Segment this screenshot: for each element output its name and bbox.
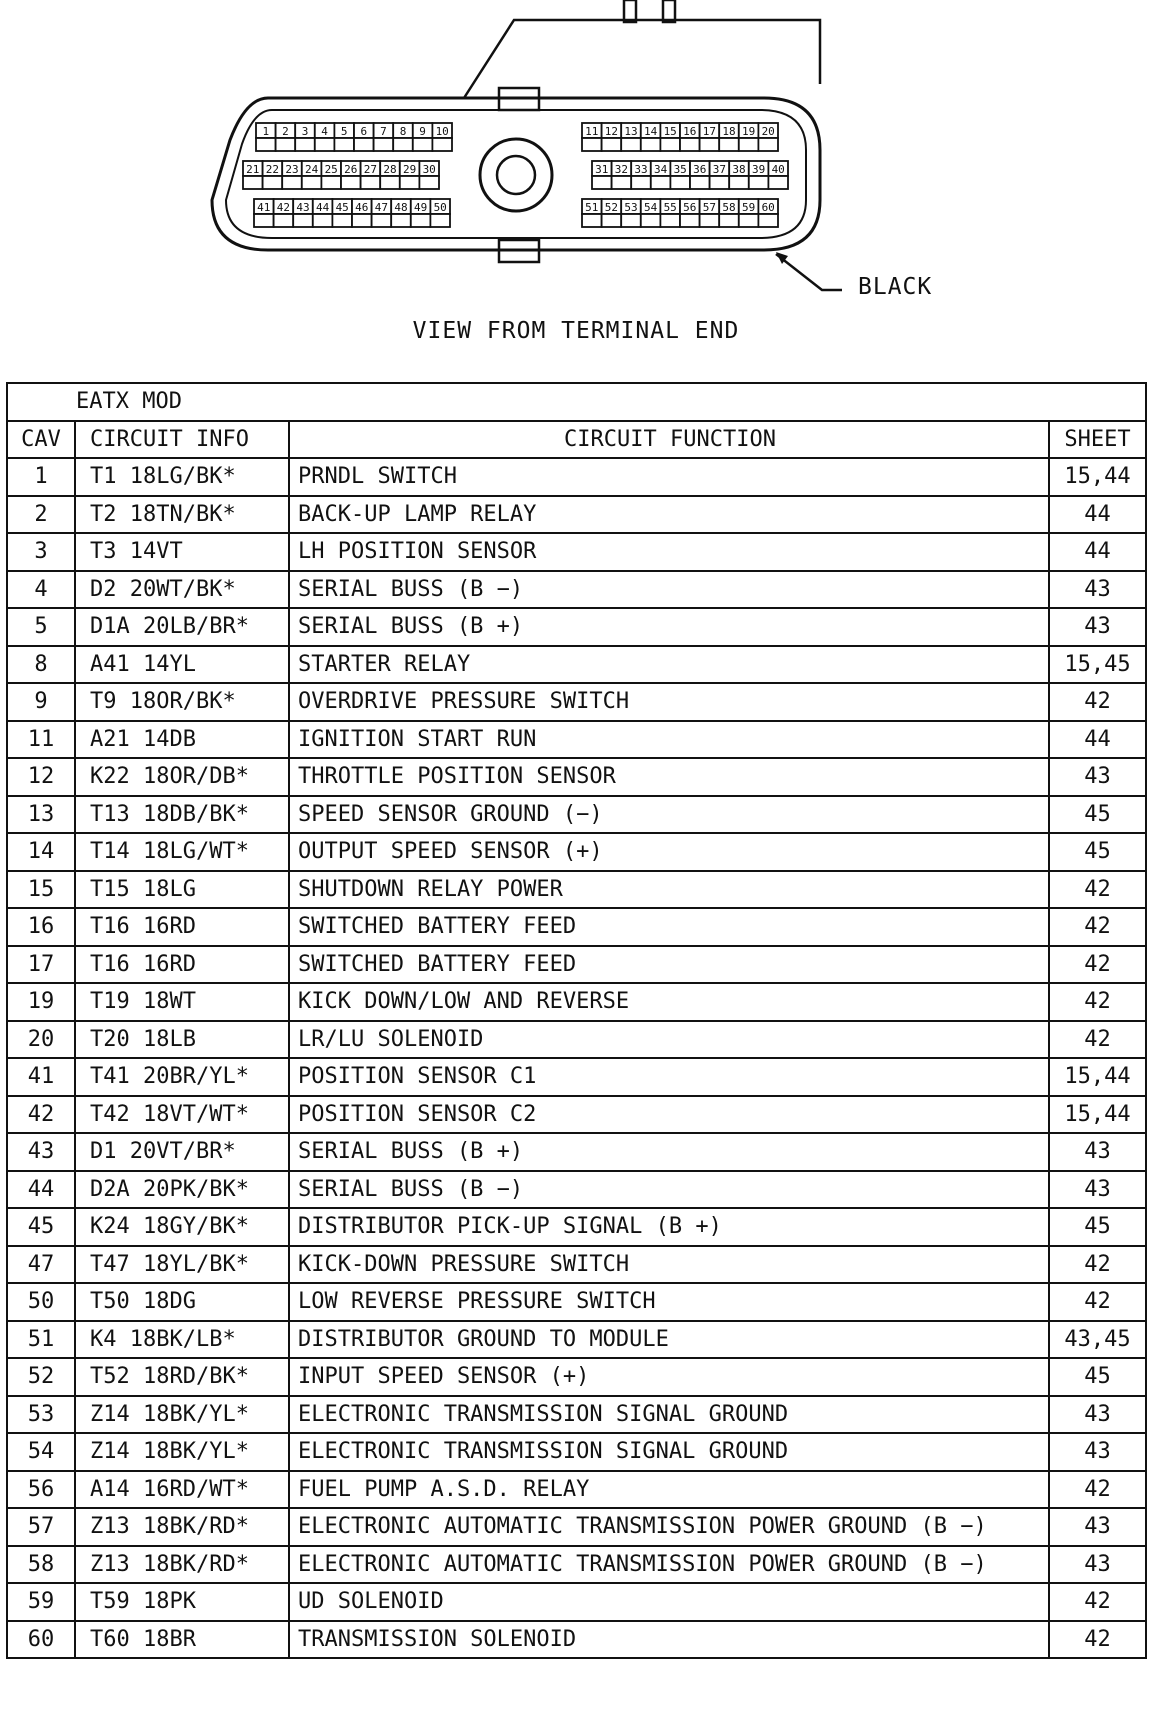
cell-circuit-info: A41 14YL [75, 646, 289, 684]
cavity-terminal-cell [243, 176, 263, 189]
cell-circuit-info: T14 18LG/WT* [75, 833, 289, 871]
cavity-number-label: 59 [741, 201, 756, 214]
cell-sheet: 45 [1049, 833, 1146, 871]
cavity-terminal-cell [341, 176, 361, 189]
cell-cav: 52 [7, 1358, 75, 1396]
cavity-terminal-cell [680, 138, 700, 151]
cavity-terminal-cell [380, 176, 400, 189]
cavity-number-label: 21 [246, 163, 260, 176]
cell-cav: 58 [7, 1546, 75, 1584]
cavity-number-label: 1 [262, 125, 270, 138]
cavity-terminal-cell [758, 214, 778, 227]
cell-circuit-function: PRNDL SWITCH [289, 458, 1049, 496]
cavity-terminal-cell [293, 214, 313, 227]
cell-circuit-info: T42 18VT/WT* [75, 1096, 289, 1134]
cell-circuit-function: KICK DOWN/LOW AND REVERSE [289, 983, 1049, 1021]
cavity-number-label: 32 [614, 163, 629, 176]
cell-sheet: 42 [1049, 1583, 1146, 1621]
cavity-number-label: 49 [413, 201, 428, 214]
cavity-number-label: 48 [394, 201, 408, 214]
cavity-terminal-cell [690, 176, 710, 189]
connector-top-tab-right [663, 0, 675, 22]
cell-sheet: 43 [1049, 571, 1146, 609]
cell-sheet: 42 [1049, 683, 1146, 721]
cavity-number-label: 9 [419, 125, 426, 138]
cavity-terminal-cell [413, 138, 433, 151]
cell-circuit-function: INPUT SPEED SENSOR (+) [289, 1358, 1049, 1396]
cavity-terminal-cell [332, 214, 352, 227]
cell-sheet: 43 [1049, 758, 1146, 796]
table-row [7, 1171, 1146, 1209]
cell-circuit-function: SERIAL BUSS (B +) [289, 1133, 1049, 1171]
table-header-row [7, 421, 1146, 459]
cavity-number-label: 38 [732, 163, 746, 176]
cavity-terminal-cell [430, 214, 450, 227]
cell-circuit-function: DISTRIBUTOR GROUND TO MODULE [289, 1321, 1049, 1359]
cell-circuit-function: SWITCHED BATTERY FEED [289, 946, 1049, 984]
cavity-number-label: 2 [282, 125, 289, 138]
connector-wire-guide [464, 20, 820, 98]
cavity-terminal-cell [719, 138, 739, 151]
cavity-terminal-cell [411, 214, 431, 227]
cavity-number-label: 29 [402, 163, 417, 176]
cavity-number-label: 30 [422, 163, 436, 176]
cell-circuit-info: K24 18GY/BK* [75, 1208, 289, 1246]
cavity-terminal-cell [582, 138, 602, 151]
table-row [7, 1396, 1146, 1434]
cavity-terminal-cell [641, 214, 661, 227]
cell-sheet: 42 [1049, 1621, 1146, 1659]
header-sheet: SHEET [1049, 421, 1146, 459]
cell-circuit-function: SPEED SENSOR GROUND (−) [289, 796, 1049, 834]
cavity-number-label: 52 [604, 201, 619, 214]
cell-circuit-function: THROTTLE POSITION SENSOR [289, 758, 1049, 796]
cell-sheet: 42 [1049, 1283, 1146, 1321]
cell-cav: 57 [7, 1508, 75, 1546]
cell-circuit-function: SERIAL BUSS (B −) [289, 571, 1049, 609]
table-row [7, 683, 1146, 721]
cell-cav: 13 [7, 796, 75, 834]
cell-cav: 50 [7, 1283, 75, 1321]
cell-sheet: 45 [1049, 1208, 1146, 1246]
cell-sheet: 42 [1049, 1246, 1146, 1284]
cavity-terminal-cell [621, 214, 641, 227]
cavity-number-label: 51 [585, 201, 599, 214]
cell-circuit-info: T1 18LG/BK* [75, 458, 289, 496]
cell-circuit-info: T15 18LG [75, 871, 289, 909]
cell-circuit-info: T60 18BR [75, 1621, 289, 1659]
cavity-number-label: 18 [722, 125, 736, 138]
cavity-number-label: 8 [399, 125, 407, 138]
cavity-number-label: 12 [604, 125, 619, 138]
table-row [7, 1058, 1146, 1096]
cavity-terminal-cell [295, 138, 315, 151]
cell-sheet: 45 [1049, 1358, 1146, 1396]
cavity-terminal-cell [651, 176, 671, 189]
pinout-table [6, 382, 1147, 1659]
cell-cav: 16 [7, 908, 75, 946]
cell-cav: 3 [7, 533, 75, 571]
cavity-terminal-cell [582, 214, 602, 227]
cell-circuit-info: T2 18TN/BK* [75, 496, 289, 534]
cell-circuit-function: ELECTRONIC AUTOMATIC TRANSMISSION POWER GROUND (B −) [289, 1546, 1049, 1584]
cavity-number-label: 4 [321, 125, 328, 138]
cell-sheet: 15,44 [1049, 1058, 1146, 1096]
cell-circuit-info: A14 16RD/WT* [75, 1471, 289, 1509]
cell-cav: 56 [7, 1471, 75, 1509]
cell-circuit-function: KICK-DOWN PRESSURE SWITCH [289, 1246, 1049, 1284]
cavity-terminal-cell [400, 176, 420, 189]
cell-cav: 14 [7, 833, 75, 871]
cavity-number-label: 41 [257, 201, 271, 214]
cavity-number-label: 36 [693, 163, 707, 176]
table-row [7, 1546, 1146, 1584]
cavity-number-label: 24 [304, 163, 319, 176]
table-row [7, 1133, 1146, 1171]
cell-sheet: 42 [1049, 908, 1146, 946]
cell-sheet: 43 [1049, 1433, 1146, 1471]
cell-cav: 11 [7, 721, 75, 759]
cell-circuit-info: T59 18PK [75, 1583, 289, 1621]
cavity-number-label: 47 [374, 201, 389, 214]
cavity-number-label: 20 [761, 125, 775, 138]
cavity-terminal-cell [739, 214, 759, 227]
table-row [7, 983, 1146, 1021]
table-row [7, 1021, 1146, 1059]
cavity-terminal-cell [276, 138, 296, 151]
cavity-terminal-cell [374, 138, 394, 151]
cell-sheet: 42 [1049, 946, 1146, 984]
cavity-number-label: 27 [363, 163, 378, 176]
cell-circuit-function: FUEL PUMP A.S.D. RELAY [289, 1471, 1049, 1509]
cell-circuit-info: Z13 18BK/RD* [75, 1508, 289, 1546]
cavity-terminal-cell [700, 214, 720, 227]
cell-sheet: 44 [1049, 721, 1146, 759]
cell-circuit-function: BACK-UP LAMP RELAY [289, 496, 1049, 534]
cell-circuit-info: A21 14DB [75, 721, 289, 759]
black-label-leader [776, 254, 842, 290]
cavity-number-label: 15 [663, 125, 677, 138]
cell-circuit-info: Z14 18BK/YL* [75, 1433, 289, 1471]
cavity-number-label: 58 [722, 201, 736, 214]
cell-circuit-function: TRANSMISSION SOLENOID [289, 1621, 1049, 1659]
table-row [7, 1321, 1146, 1359]
table-row [7, 646, 1146, 684]
table-row [7, 533, 1146, 571]
cell-circuit-info: T3 14VT [75, 533, 289, 571]
table-title-row [7, 383, 1146, 421]
cell-circuit-info: T47 18YL/BK* [75, 1246, 289, 1284]
cavity-number-label: 25 [324, 163, 338, 176]
cavity-terminal-cell [631, 176, 651, 189]
cell-circuit-info: K4 18BK/LB* [75, 1321, 289, 1359]
cavity-terminal-cell [729, 176, 749, 189]
cavity-number-label: 34 [653, 163, 668, 176]
table-row [7, 1621, 1146, 1659]
cell-circuit-info: D1A 20LB/BR* [75, 608, 289, 646]
cavity-number-label: 45 [335, 201, 349, 214]
cavity-terminal-cell [739, 138, 759, 151]
cavity-number-label: 7 [380, 125, 387, 138]
cell-cav: 5 [7, 608, 75, 646]
cell-cav: 60 [7, 1621, 75, 1659]
table-body [7, 458, 1146, 1658]
cavity-number-label: 3 [301, 125, 309, 138]
table-row [7, 1508, 1146, 1546]
cavity-terminal-cell [641, 138, 661, 151]
cavity-number-label: 17 [702, 125, 717, 138]
cavity-terminal-cell [660, 138, 680, 151]
cavity-terminal-cell [372, 214, 392, 227]
connector-center-key-inner [497, 156, 535, 194]
cavity-terminal-cell [432, 138, 452, 151]
cell-circuit-function: OUTPUT SPEED SENSOR (+) [289, 833, 1049, 871]
table-row [7, 1433, 1146, 1471]
connector-center-key-outer [480, 139, 552, 211]
cavity-number-label: 55 [663, 201, 677, 214]
cell-sheet: 15,45 [1049, 646, 1146, 684]
cell-circuit-info: K22 18OR/DB* [75, 758, 289, 796]
cell-circuit-info: T50 18DG [75, 1283, 289, 1321]
cavity-number-label: 5 [340, 125, 348, 138]
cell-circuit-info: Z13 18BK/RD* [75, 1546, 289, 1584]
cavity-number-label: 11 [585, 125, 599, 138]
cell-sheet: 15,44 [1049, 1096, 1146, 1134]
cavity-number-label: 33 [634, 163, 648, 176]
cell-sheet: 43 [1049, 608, 1146, 646]
cell-cav: 8 [7, 646, 75, 684]
cell-cav: 51 [7, 1321, 75, 1359]
cell-cav: 41 [7, 1058, 75, 1096]
cavity-number-label: 57 [702, 201, 717, 214]
cell-cav: 59 [7, 1583, 75, 1621]
cavity-number-label: 31 [595, 163, 609, 176]
cavity-terminal-cell [354, 138, 374, 151]
cell-sheet: 42 [1049, 983, 1146, 1021]
cell-sheet: 42 [1049, 871, 1146, 909]
header-circuit-function: CIRCUIT FUNCTION [289, 421, 1049, 459]
cell-sheet: 15,44 [1049, 458, 1146, 496]
cell-circuit-function: LR/LU SOLENOID [289, 1021, 1049, 1059]
cavity-number-label: 39 [751, 163, 766, 176]
cavity-terminal-cell [719, 214, 739, 227]
cavity-number-label: 23 [285, 163, 299, 176]
cavity-terminal-cell [749, 176, 769, 189]
cell-circuit-function: SERIAL BUSS (B −) [289, 1171, 1049, 1209]
cavity-terminal-cell [256, 138, 276, 151]
cell-circuit-info: T19 18WT [75, 983, 289, 1021]
cell-circuit-info: Z14 18BK/YL* [75, 1396, 289, 1434]
cavity-terminal-cell [758, 138, 778, 151]
header-cav: CAV [7, 421, 75, 459]
cavity-terminal-cell [700, 138, 720, 151]
cavity-number-label: 14 [643, 125, 658, 138]
cavity-terminal-cell [612, 176, 632, 189]
cell-circuit-info: D2A 20PK/BK* [75, 1171, 289, 1209]
cavity-number-label: 35 [673, 163, 687, 176]
cell-circuit-info: D1 20VT/BR* [75, 1133, 289, 1171]
cell-sheet: 43,45 [1049, 1321, 1146, 1359]
cavity-number-label: 56 [683, 201, 697, 214]
cavity-terminal-cell [313, 214, 333, 227]
cell-circuit-function: SHUTDOWN RELAY POWER [289, 871, 1049, 909]
cell-circuit-info: T9 18OR/BK* [75, 683, 289, 721]
view-caption: VIEW FROM TERMINAL END [412, 318, 740, 344]
cell-circuit-function: OVERDRIVE PRESSURE SWITCH [289, 683, 1049, 721]
cell-circuit-function: SERIAL BUSS (B +) [289, 608, 1049, 646]
table-row [7, 1096, 1146, 1134]
cell-cav: 54 [7, 1433, 75, 1471]
cavity-terminal-cell [391, 214, 411, 227]
table-title: EATX MOD [7, 383, 1146, 421]
cavity-number-label: 6 [360, 125, 368, 138]
cell-circuit-info: T13 18DB/BK* [75, 796, 289, 834]
cell-cav: 9 [7, 683, 75, 721]
cell-cav: 44 [7, 1171, 75, 1209]
cell-circuit-info: T16 16RD [75, 908, 289, 946]
cavity-number-label: 37 [712, 163, 727, 176]
cell-circuit-function: UD SOLENOID [289, 1583, 1049, 1621]
table-row [7, 946, 1146, 984]
cell-circuit-function: LH POSITION SENSOR [289, 533, 1049, 571]
cavity-number-label: 40 [771, 163, 785, 176]
table-row [7, 833, 1146, 871]
cell-circuit-function: ELECTRONIC TRANSMISSION SIGNAL GROUND [289, 1396, 1049, 1434]
cell-circuit-function: ELECTRONIC AUTOMATIC TRANSMISSION POWER GROUND (B −) [289, 1508, 1049, 1546]
cell-circuit-function: POSITION SENSOR C2 [289, 1096, 1049, 1134]
cell-sheet: 43 [1049, 1508, 1146, 1546]
cell-sheet: 43 [1049, 1133, 1146, 1171]
table-row [7, 721, 1146, 759]
table-row [7, 496, 1146, 534]
table-row [7, 1283, 1146, 1321]
table-row [7, 608, 1146, 646]
cell-circuit-info: T20 18LB [75, 1021, 289, 1059]
cell-circuit-info: T41 20BR/YL* [75, 1058, 289, 1096]
cavity-terminal-cell [254, 214, 274, 227]
cavity-terminal-cell [602, 138, 622, 151]
cell-sheet: 43 [1049, 1171, 1146, 1209]
cavity-number-label: 44 [315, 201, 330, 214]
table-row [7, 458, 1146, 496]
table-row [7, 571, 1146, 609]
cell-sheet: 45 [1049, 796, 1146, 834]
cavity-terminal-cell [602, 214, 622, 227]
cell-circuit-function: POSITION SENSOR C1 [289, 1058, 1049, 1096]
cell-circuit-function: IGNITION START RUN [289, 721, 1049, 759]
cavity-number-label: 46 [355, 201, 369, 214]
cell-cav: 15 [7, 871, 75, 909]
cell-cav: 20 [7, 1021, 75, 1059]
header-circuit-info: CIRCUIT INFO [75, 421, 289, 459]
cell-circuit-info: D2 20WT/BK* [75, 571, 289, 609]
cell-cav: 12 [7, 758, 75, 796]
cavity-number-label: 50 [433, 201, 447, 214]
table-row [7, 1471, 1146, 1509]
table-row [7, 871, 1146, 909]
cavity-number-label: 16 [683, 125, 697, 138]
cell-cav: 1 [7, 458, 75, 496]
cavity-number-label: 26 [344, 163, 358, 176]
table-row [7, 796, 1146, 834]
cavity-terminal-cell [710, 176, 730, 189]
cavity-terminal-cell [315, 138, 335, 151]
cavity-terminal-cell [768, 176, 788, 189]
cavity-number-label: 54 [643, 201, 658, 214]
cavity-terminal-cell [302, 176, 322, 189]
cavity-terminal-cell [419, 176, 439, 189]
cell-sheet: 43 [1049, 1546, 1146, 1584]
cell-sheet: 44 [1049, 496, 1146, 534]
cell-cav: 45 [7, 1208, 75, 1246]
cell-sheet: 44 [1049, 533, 1146, 571]
table-row [7, 908, 1146, 946]
connector-diagram [0, 0, 1152, 370]
cavity-number-label: 53 [624, 201, 638, 214]
cell-cav: 43 [7, 1133, 75, 1171]
cell-cav: 4 [7, 571, 75, 609]
cavity-terminal-cell [263, 176, 283, 189]
table-row [7, 1583, 1146, 1621]
cell-cav: 2 [7, 496, 75, 534]
cavity-terminal-cell [592, 176, 612, 189]
cell-cav: 47 [7, 1246, 75, 1284]
cavity-number-label: 42 [276, 201, 291, 214]
cell-circuit-function: DISTRIBUTOR PICK-UP SIGNAL (B +) [289, 1208, 1049, 1246]
cell-circuit-function: STARTER RELAY [289, 646, 1049, 684]
cavity-terminal-cell [393, 138, 413, 151]
cavity-terminal-cell [660, 214, 680, 227]
cavity-terminal-cell [670, 176, 690, 189]
table-row [7, 1246, 1146, 1284]
cell-sheet: 43 [1049, 1396, 1146, 1434]
cavity-terminal-cell [680, 214, 700, 227]
cell-circuit-function: ELECTRONIC TRANSMISSION SIGNAL GROUND [289, 1433, 1049, 1471]
cavity-terminal-cell [334, 138, 354, 151]
cavity-terminal-cell [321, 176, 341, 189]
cell-circuit-info: T52 18RD/BK* [75, 1358, 289, 1396]
cavity-terminal-cell [282, 176, 302, 189]
cell-circuit-function: LOW REVERSE PRESSURE SWITCH [289, 1283, 1049, 1321]
table-row [7, 758, 1146, 796]
cavity-terminal-cell [361, 176, 381, 189]
connector-top-tab-left [624, 0, 636, 22]
cell-sheet: 42 [1049, 1471, 1146, 1509]
cavity-number-label: 22 [265, 163, 280, 176]
cavity-terminal-cell [274, 214, 294, 227]
cavity-number-label: 60 [761, 201, 775, 214]
cavity-terminal-cell [352, 214, 372, 227]
cavity-number-label: 43 [296, 201, 310, 214]
cavity-number-label: 13 [624, 125, 638, 138]
cell-circuit-info: T16 16RD [75, 946, 289, 984]
cell-circuit-function: SWITCHED BATTERY FEED [289, 908, 1049, 946]
cavity-number-label: 19 [741, 125, 756, 138]
table-row [7, 1208, 1146, 1246]
cavity-number-label: 28 [383, 163, 397, 176]
cavity-number-label: 10 [435, 125, 449, 138]
cavity-terminal-cell [621, 138, 641, 151]
cell-cav: 19 [7, 983, 75, 1021]
cell-cav: 42 [7, 1096, 75, 1134]
connector-color-label: BLACK [858, 274, 933, 300]
table-row [7, 1358, 1146, 1396]
cell-cav: 17 [7, 946, 75, 984]
cell-sheet: 42 [1049, 1021, 1146, 1059]
cell-cav: 53 [7, 1396, 75, 1434]
